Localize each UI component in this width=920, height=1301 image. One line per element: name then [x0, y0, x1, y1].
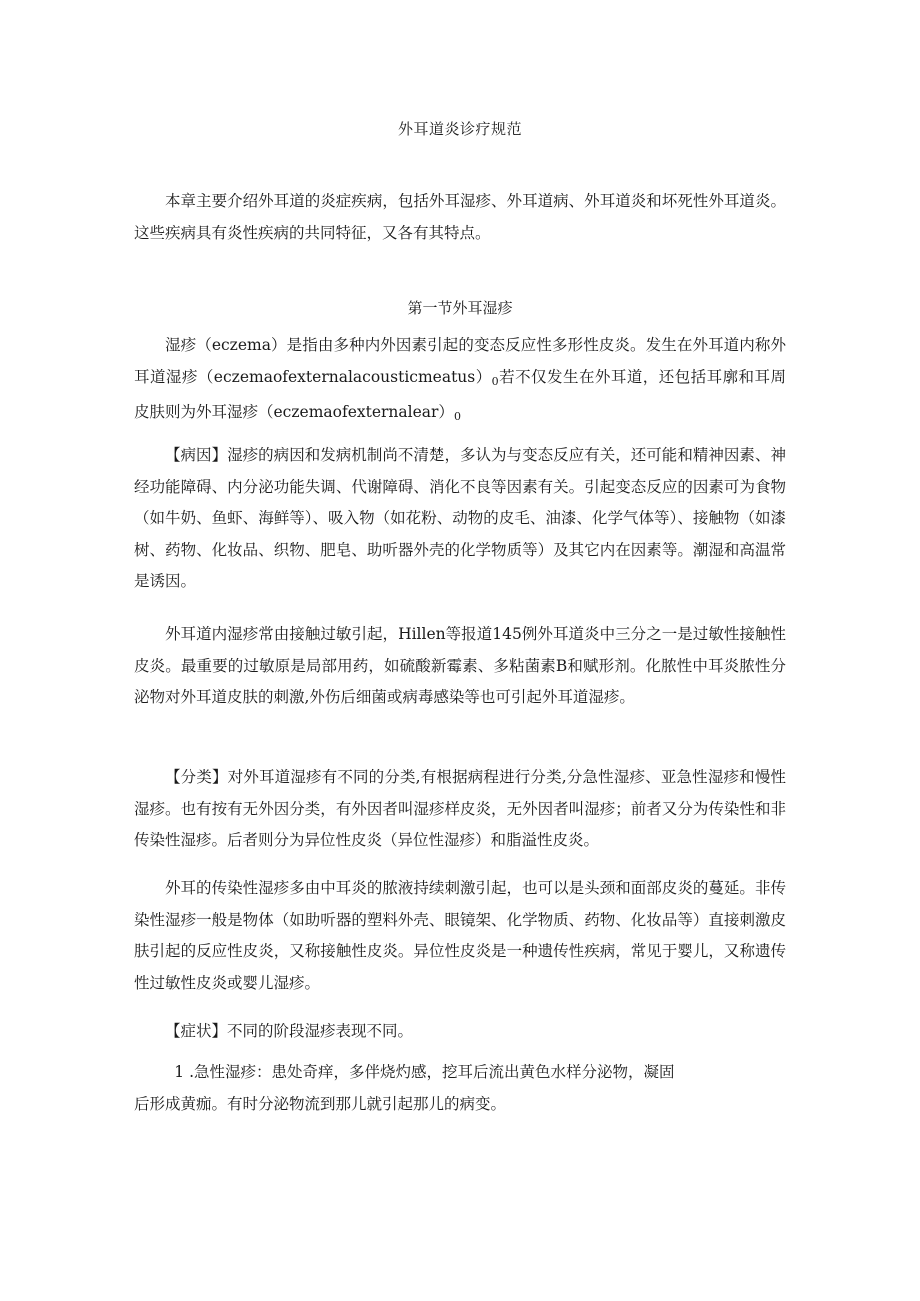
- infectious-eczema-paragraph: 外耳的传染性湿疹多由中耳炎的脓液持续刺激引起，也可以是头颈和面部皮炎的蔓延。非传染性湿疹一般是物体（如助听器的塑料外壳、眼镜架、化学物质、药物、化妆品等）直接刺激皮肤引起的反应性皮炎，又称接触性皮炎。异位性皮炎是一种遗传性疾病，常见于婴儿，又称遗传性过敏性皮炎或婴儿湿疹。: [134, 879, 786, 992]
- eczema-definition-sub-1: 0: [491, 374, 499, 388]
- section-title: 第一节外耳湿疹: [407, 299, 513, 317]
- acute-eczema-line-1: 1 .急性湿疹：患处奇痒，多伴烧灼感，挖耳后流出黄色水样分泌物，凝固: [174, 1063, 675, 1081]
- cause-paragraph: 【病因】湿疹的病因和发病机制尚不清楚，多认为与变态反应有关，还可能和精神因素、神经功能障碍、内分泌功能失调、代谢障碍、消化不良等因素有关。引起变态反应的因素可为食物（如牛奶、鱼虾、海鲜等）、吸入物（如花粉、动物的皮毛、油漆、化学气体等）、接触物（如漆树、药物、化妆品、织物、肥皂、助听器外壳的化学物质等）及其它内在因素等。潮湿和高温常是诱因。: [134, 446, 786, 590]
- eczema-definition-sub-2: 0: [453, 410, 461, 423]
- document-title: 外耳道炎诊疗规范: [397, 120, 522, 138]
- classification-paragraph: 【分类】对外耳道湿疹有不同的分类,有根据病程进行分类,分急性湿疹、亚急性湿疹和慢性湿疹。也有按有无外因分类，有外因者叫湿疹样皮炎，无外因者叫湿疹；前者又分为传染性和非传染性湿疹。后者则分为异位性皮炎（异位性湿疹）和脂溢性皮炎。: [134, 768, 786, 849]
- acute-eczema-line-2: 后形成黄痂。有时分泌物流到那儿就引起那儿的病变。: [134, 1094, 507, 1113]
- eczema-definition-paragraph: [134, 330, 786, 433]
- eczema-definition-text-b: 若不仅发生在外耳道，还包括耳廓和耳周皮肤则为外耳湿疹（eczemaofexternalear）: [134, 367, 786, 421]
- symptom-paragraph: 【症状】不同的阶段湿疹表现不同。: [165, 1022, 414, 1040]
- hillen-paragraph: 外耳道内湿疹常由接触过敏引起，Hillen等报道145例外耳道炎中三分之一是过敏性接触性皮炎。最重要的过敏原是局部用药，如硫酸新霉素、多粘菌素B和赋形剂。化脓性中耳炎脓性分泌物对外耳道皮肤的刺激,外伤后细菌或病毒感染等也可引起外耳道湿疹。: [134, 625, 786, 706]
- eczema-definition-text-a: 湿疹（eczema）是指由多种内外因素引起的变态反应性多形性皮炎。发生在外耳道内称外耳道湿疹（eczemaofexternalacousticmeatus）: [134, 336, 786, 386]
- acute-eczema-item: [134, 1057, 786, 1120]
- intro-paragraph: 本章主要介绍外耳道的炎症疾病，包括外耳湿疹、外耳道病、外耳道炎和坏死性外耳道炎。这些疾病具有炎性疾病的共同特征，又各有其特点。: [134, 192, 786, 242]
